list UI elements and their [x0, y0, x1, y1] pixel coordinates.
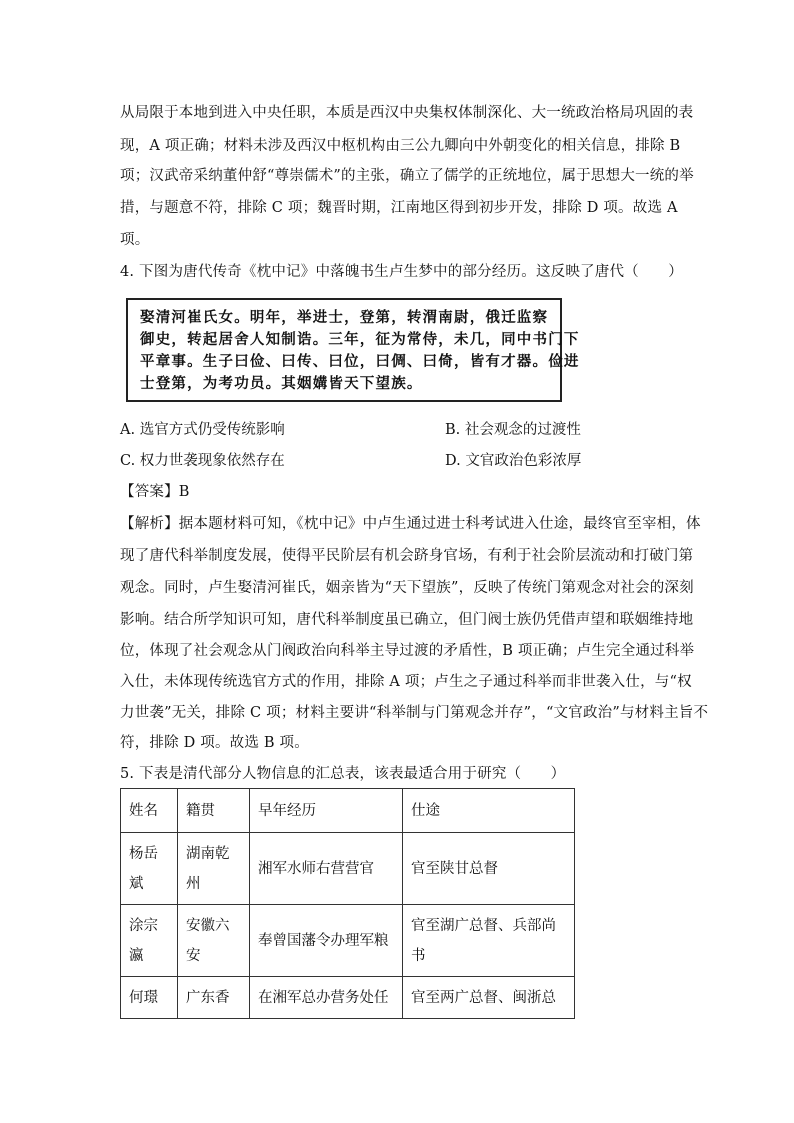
cell-text: 涂宗 瀛: [129, 917, 158, 964]
cell-text: 官至陕甘总督: [411, 860, 498, 877]
option-b: B. 社会观念的过渡性: [445, 422, 581, 438]
answer-label: 【答案】B: [120, 484, 190, 500]
analysis-line: 入仕，未体现传统选官方式的作用，排除 A 项；卢生之子通过科举而非世袭入仕，与“权: [120, 674, 692, 690]
question-4-stem: 4. 下图为唐代传奇《枕中记》中落魄书生卢生梦中的部分经历。这反映了唐代（ ）: [120, 264, 683, 280]
paragraph-line: 措，与题意不符，排除 C 项；魏晋时期，江南地区得到初步开发，排除 D 项。故选 A: [120, 200, 678, 216]
table-cell: [121, 833, 178, 905]
cell-text: 杨岳 斌: [129, 845, 158, 892]
analysis-line: 力世袭”无关，排除 C 项；材料主要讲“科举制与门第观念并存”，“文官政治”与材料主旨不: [120, 705, 709, 721]
table-cell: [121, 905, 178, 977]
table-cell: [250, 833, 403, 905]
paragraph-line: 项。: [120, 232, 150, 248]
cell-text: 官至湖广总督、兵部尚 书: [411, 917, 556, 964]
cell-text: 何璟: [129, 989, 158, 1006]
source-line: 娶清河崔氏女。明年，举进士，登第，转渭南尉，俄迁监察: [140, 309, 549, 326]
table-cell: [250, 905, 403, 977]
cell-text: 奉曾国藩令办理军粮: [258, 932, 389, 949]
cell-text: 在湘军总办营务处任: [258, 989, 389, 1006]
source-material-box: [126, 298, 580, 402]
analysis-line: 现了唐代科举制度发展，使得平民阶层有机会跻身官场，有利于社会阶层流动和打破门第: [120, 548, 694, 564]
cell-text: 湖南乾 州: [186, 845, 230, 892]
table-row: [121, 833, 575, 905]
cell-text: 湘军水师右营营官: [258, 860, 374, 877]
table-header-cell: 籍贯: [178, 789, 250, 833]
table-row: [121, 977, 575, 1019]
question-5-stem: 5. 下表是清代部分人物信息的汇总表，该表最适合用于研究（ ）: [120, 766, 566, 782]
analysis-line: 影响。结合所学知识可知，唐代科举制度虽已确立，但门阀士族仍凭借声望和联姻维持地: [120, 612, 694, 628]
table-cell: [403, 833, 575, 905]
table-cell: [250, 977, 403, 1019]
table-header-cell: 仕途: [403, 789, 575, 833]
paragraph-line: 现，A 项正确；材料未涉及西汉中枢机构由三公九卿向中外朝变化的相关信息，排除 B: [120, 138, 681, 154]
table-header-cell: 姓名: [121, 789, 178, 833]
table-header-cell: 早年经历: [250, 789, 403, 833]
cell-text: 广东香: [186, 989, 230, 1006]
paragraph-line: 从局限于本地到进入中央任职，本质是西汉中央集权体制深化、大一统政治格局巩固的表: [120, 105, 694, 121]
table-cell: [403, 905, 575, 977]
table-header-row: [121, 789, 575, 833]
table-cell: [178, 833, 250, 905]
option-a: A. 选官方式仍受传统影响: [120, 422, 285, 438]
person-info-table: [120, 788, 575, 1019]
option-d: D. 文官政治色彩浓厚: [445, 453, 582, 469]
table-row: [121, 905, 575, 977]
table-cell: [403, 977, 575, 1019]
cell-text: 安徽六 安: [186, 917, 230, 964]
table-cell: [178, 905, 250, 977]
table-cell: [178, 977, 250, 1019]
source-line: 御史，转起居舍人知制诰。三年，征为常侍，未几，同中书门下: [140, 331, 580, 348]
paragraph-line: 项；汉武帝采纳董仲舒“尊崇儒术”的主张，确立了儒学的正统地位，属于思想大一统的举: [120, 168, 694, 184]
source-line: 士登第，为考功员。其姻媾皆天下望族。: [140, 375, 423, 392]
source-line: 平章事。生子曰俭、曰传、曰位，曰倜、曰倚，皆有才器。俭进: [140, 353, 580, 370]
option-c: C. 权力世袭现象依然存在: [120, 453, 285, 469]
analysis-line: 观念。同时，卢生娶清河崔氏，姻亲皆为“天下望族”，反映了传统门第观念对社会的深刻: [120, 580, 694, 596]
analysis-line: 【解析】据本题材料可知，《枕中记》中卢生通过进士科考试进入仕途，最终官至宰相，体: [120, 516, 701, 532]
cell-text: 官至两广总督、闽浙总: [411, 989, 556, 1006]
analysis-line: 符，排除 D 项。故选 B 项。: [120, 735, 309, 751]
table-cell: [121, 977, 178, 1019]
analysis-line: 位，体现了社会观念从门阀政治向科举主导过渡的矛盾性，B 项正确；卢生完全通过科举: [120, 643, 695, 659]
